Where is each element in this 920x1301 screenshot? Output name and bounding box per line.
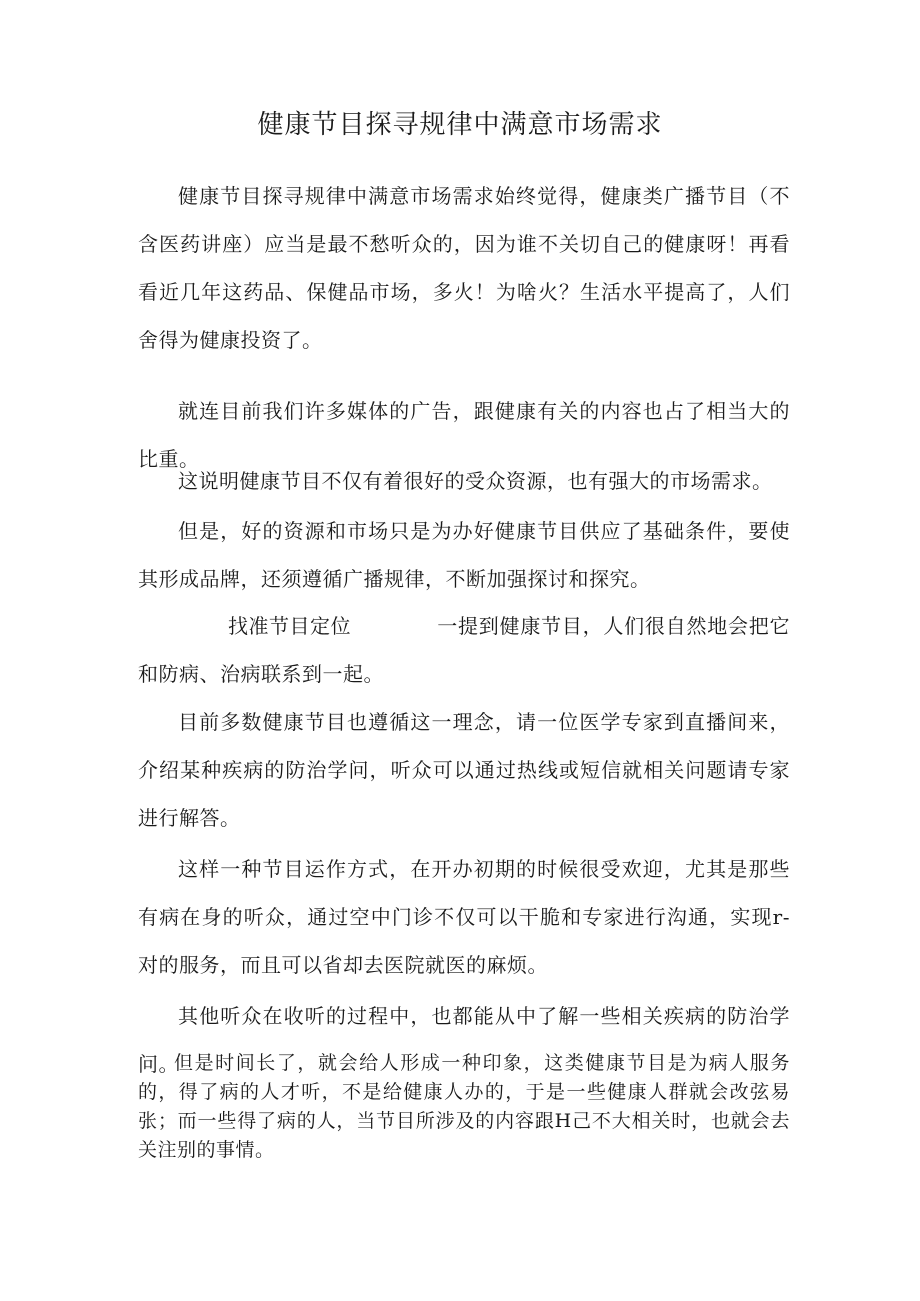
paragraph-6: 这样一种节目运作方式，在开办初期的时候很受欢迎，尤其是那些有病在身的听众，通过空中门诊不仅可以干脆和专家进行沟通，实现r-对的服务，而且可以省却去医院就医的麻烦。	[138, 857, 790, 977]
section-paragraph	[138, 602, 790, 698]
section-text: 一提到健康节目，人们很自然地会把它和防病、治病联系到一起。	[138, 614, 790, 686]
paragraph-3: 这说明健康节目不仅有着很好的受众资源，也有强大的市场需求。	[178, 469, 773, 493]
paragraph-1: 健康节目探寻规律中满意市场需求始终觉得，健康类广播节目（不含医药讲座）应当是最不愁听众的，因为谁不关切自己的健康呀！再看看近几年这药品、保健品市场，多火！为啥火？生活水平提高了，人们舍得为健康投资了。	[138, 184, 790, 352]
paragraph-7: 其他听众在收听的过程中，也都能从中了解一些相关疾病的防治学问。	[138, 1004, 790, 1076]
paragraph-4: 但是，好的资源和市场只是为办好健康节目供应了基础条件，要使其形成品牌，还须遵循广播规律，不断加强探讨和探究。	[138, 519, 790, 591]
section-heading: 找准节目定位	[228, 614, 351, 638]
page-title: 健康节目探寻规律中满意市场需求	[257, 110, 663, 140]
paragraph-8: 但是时间长了，就会给人形成一种印象，这类健康节目是为病人服务的，得了病的人才听，不是给健康人办的，于是一些健康人群就会改弦易张；而一些得了病的人，当节目所涉及的内容跟H己不大相关时，也就会去关注别的事情。	[138, 1052, 790, 1161]
paragraph-2: 就连目前我们许多媒体的广告，跟健康有关的内容也占了相当大的比重。	[138, 399, 790, 471]
paragraph-5: 目前多数健康节目也遵循这一理念，请一位医学专家到直播间来，介绍某种疾病的防治学问，听众可以通过热线或短信就相关问题请专家进行解答。	[138, 710, 790, 830]
